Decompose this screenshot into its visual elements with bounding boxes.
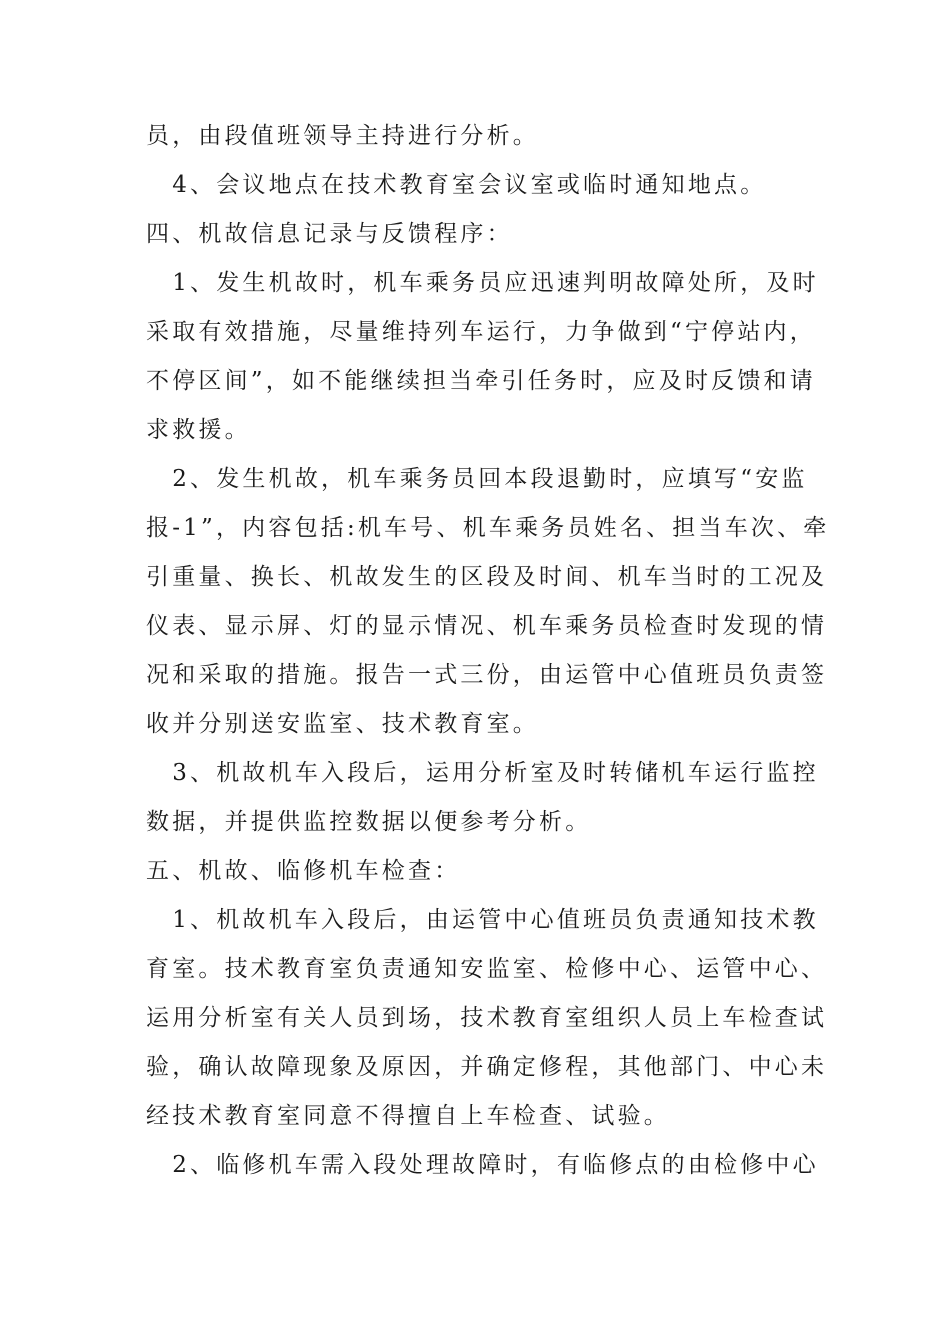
- text-line-5: 采取有效措施，尽量维持列车运行，力争做到“宁停站内，: [146, 319, 816, 345]
- document-body: [146, 112, 830, 1190]
- text-line-1: 员，由段值班领导主持进行分析。: [146, 123, 539, 149]
- text-line-8: 2、发生机故，机车乘务员回本段退勤时，应填写“安监: [146, 466, 808, 492]
- text-line-15: 数据，并提供监控数据以便参考分析。: [146, 809, 592, 835]
- text-line-21: 经技术教育室同意不得擅自上车检查、试验。: [146, 1103, 670, 1129]
- text-line-19: 运用分析室有关人员到场，技术教育室组织人员上车检查试: [146, 1005, 828, 1031]
- text-line-22: 2、临修机车需入段处理故障时，有临修点的由检修中心: [146, 1152, 819, 1178]
- text-line-14: 3、机故机车入段后，运用分析室及时转储机车运行监控: [146, 760, 819, 786]
- text-line-9: 报-1”，内容包括:机车号、机车乘务员姓名、担当车次、牵: [146, 515, 830, 541]
- text-line-18: 育室。技术教育室负责通知安监室、检修中心、运管中心、: [146, 956, 828, 982]
- text-line-17: 1、机故机车入段后，由运管中心值班员负责通知技术教: [146, 907, 819, 933]
- text-line-13: 收并分别送安监室、技术教育室。: [146, 711, 539, 737]
- text-line-12: 况和采取的措施。报告一式三份，由运管中心值班员负责签: [146, 662, 828, 688]
- text-line-6: 不停区间”，如不能继续担当牵引任务时，应及时反馈和请: [146, 368, 816, 394]
- text-line-7: 求救援。: [146, 417, 251, 443]
- text-line-20: 验，确认故障现象及原因，并确定修程，其他部门、中心未: [146, 1054, 828, 1080]
- text-line-2: 4、会议地点在技术教育室会议室或临时通知地点。: [146, 172, 767, 198]
- text-line-10: 引重量、换长、机故发生的区段及时间、机车当时的工况及: [146, 564, 828, 590]
- text-line-11: 仪表、显示屏、灯的显示情况、机车乘务员检查时发现的情: [146, 613, 828, 639]
- section-heading-4: 四、机故信息记录与反馈程序：: [146, 221, 513, 247]
- text-line-4: 1、发生机故时，机车乘务员应迅速判明故障处所，及时: [146, 270, 819, 296]
- section-heading-5: 五、机故、临修机车检查：: [146, 858, 461, 884]
